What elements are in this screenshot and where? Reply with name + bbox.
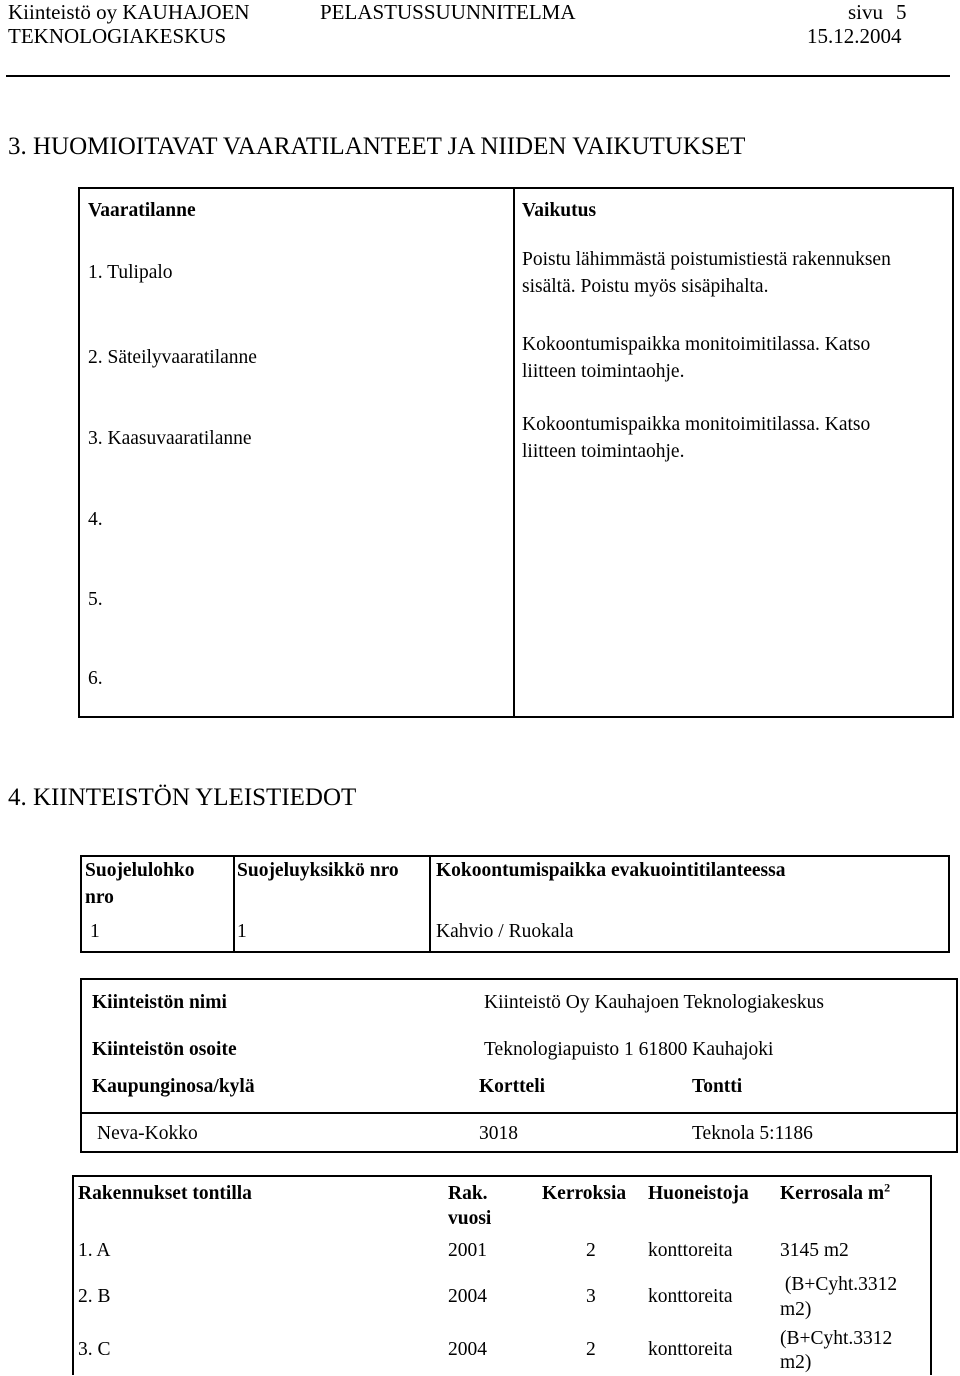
protection-val2: 1 xyxy=(237,921,247,942)
buildings-col-floors: Kerroksia xyxy=(542,1183,627,1204)
property-name-label: Kiinteistön nimi xyxy=(92,992,227,1013)
building-row-year: 2004 xyxy=(448,1286,487,1307)
building-row-name: 2. B xyxy=(78,1286,111,1307)
building-row-name: 1. A xyxy=(78,1240,111,1261)
protection-table xyxy=(80,855,950,953)
header-date: 15.12.2004 xyxy=(807,24,902,48)
building-row-floors: 2 xyxy=(586,1240,596,1261)
property-row-divider xyxy=(82,1112,956,1114)
buildings-col-year-line1: Rak. xyxy=(448,1183,488,1204)
header-divider xyxy=(6,75,950,77)
buildings-col-apartments: Huoneistoja xyxy=(648,1183,749,1204)
building-row-area-line1: 3145 m2 xyxy=(780,1240,849,1261)
protection-divider-2 xyxy=(429,857,431,951)
buildings-col-year-line2: vuosi xyxy=(448,1208,492,1229)
hazard-table xyxy=(78,187,954,718)
buildings-col-area xyxy=(780,1180,890,1207)
effect-item-line2: liitteen toimintaohje. xyxy=(522,361,685,382)
effect-col-header: Vaikutus xyxy=(522,200,597,221)
property-table xyxy=(80,978,958,1153)
property-address-value: Teknologiapuisto 1 61800 Kauhajoki xyxy=(484,1039,774,1060)
effect-item-line1: Kokoontumispaikka monitoimitilassa. Katso xyxy=(522,334,871,355)
header-doc-title: PELASTUSSUUNNITELMA xyxy=(320,0,576,24)
property-district-label: Kaupunginosa/kylä xyxy=(92,1076,255,1097)
property-block-value: 3018 xyxy=(479,1123,518,1144)
building-row-apartments: konttoreita xyxy=(648,1286,733,1307)
buildings-col-area-sup: 2 xyxy=(884,1180,891,1195)
protection-divider-1 xyxy=(233,857,235,951)
hazard-item: 2. Säteilyvaaratilanne xyxy=(88,347,257,368)
header-company-line1: Kiinteistö oy KAUHAJOEN xyxy=(8,0,250,24)
building-row-year: 2001 xyxy=(448,1240,487,1261)
property-district-value: Neva-Kokko xyxy=(97,1123,198,1144)
property-plot-value: Teknola 5:1186 xyxy=(692,1123,813,1144)
building-row-area-line1: (B+Cyht.3312 xyxy=(780,1328,893,1349)
effect-item-line2: liitteen toimintaohje. xyxy=(522,441,685,462)
protection-col3-header: Kokoontumispaikka evakuointitilanteessa xyxy=(436,860,786,881)
protection-val3: Kahvio / Ruokala xyxy=(436,921,574,942)
building-row-floors: 3 xyxy=(586,1286,596,1307)
property-block-label: Kortteli xyxy=(479,1076,546,1097)
buildings-col-area-text: Kerrosala m xyxy=(780,1183,885,1204)
protection-col1-header-line2: nro xyxy=(85,887,114,908)
building-row-apartments: konttoreita xyxy=(648,1240,733,1261)
header-company-line2: TEKNOLOGIAKESKUS xyxy=(8,24,227,48)
hazard-item: 5. xyxy=(88,589,103,610)
protection-col1-header-line1: Suojelulohko xyxy=(85,860,195,881)
hazard-item: 4. xyxy=(88,509,103,530)
header-page-label: sivu xyxy=(848,0,884,24)
buildings-col-name: Rakennukset tontilla xyxy=(78,1183,252,1204)
building-row-area-line2: m2) xyxy=(780,1352,812,1373)
hazard-item: 3. Kaasuvaaratilanne xyxy=(88,428,252,449)
hazard-col-header: Vaaratilanne xyxy=(88,200,196,221)
hazard-item: 1. Tulipalo xyxy=(88,262,173,283)
protection-val1: 1 xyxy=(90,921,100,942)
building-row-apartments: konttoreita xyxy=(648,1339,733,1360)
effect-item-line1: Poistu lähimmästä poistumistiestä rakennuksen xyxy=(522,249,891,270)
section4-title: 4. KIINTEISTÖN YLEISTIEDOT xyxy=(8,784,357,811)
effect-item-line1: Kokoontumispaikka monitoimitilassa. Katso xyxy=(522,414,871,435)
hazard-table-divider xyxy=(513,189,515,716)
hazard-item: 6. xyxy=(88,668,103,689)
property-name-value: Kiinteistö Oy Kauhajoen Teknologiakeskus xyxy=(484,992,825,1013)
protection-col2-header: Suojeluyksikkö nro xyxy=(237,860,399,881)
building-row-floors: 2 xyxy=(586,1339,596,1360)
building-row-name: 3. C xyxy=(78,1339,111,1360)
buildings-table xyxy=(72,1175,932,1375)
effect-item-line2: sisältä. Poistu myös sisäpihalta. xyxy=(522,276,769,297)
building-row-area-line2: m2) xyxy=(780,1299,812,1320)
building-row-area-line1: (B+Cyht.3312 xyxy=(780,1274,898,1295)
property-plot-label: Tontti xyxy=(692,1076,743,1097)
building-row-year: 2004 xyxy=(448,1339,487,1360)
section3-title: 3. HUOMIOITAVAT VAARATILANTEET JA NIIDEN VAIKUTUKSET xyxy=(8,133,746,160)
header-page-number: 5 xyxy=(896,0,907,24)
property-address-label: Kiinteistön osoite xyxy=(92,1039,237,1060)
